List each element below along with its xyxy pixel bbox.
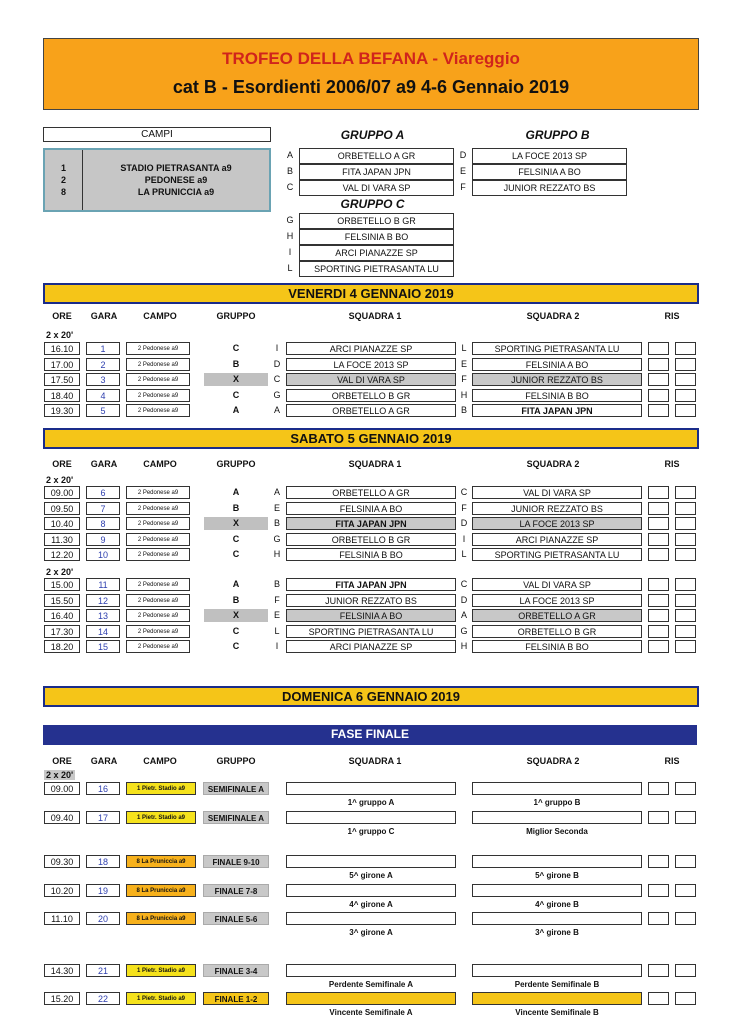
result-box-2[interactable] xyxy=(675,548,696,561)
match-group: A xyxy=(232,579,240,589)
match-phase: FINALE 3-4 xyxy=(203,964,269,977)
result-box-1[interactable] xyxy=(648,992,669,1005)
team1: FELSINIA A BO xyxy=(286,502,456,515)
match-number[interactable]: 19 xyxy=(86,884,120,897)
match-phase: FINALE 1-2 xyxy=(203,992,269,1005)
team1-qualifier: 4^ girone A xyxy=(349,900,393,909)
group-team: LA FOCE 2013 SP xyxy=(472,148,627,164)
team1: SPORTING PIETRASANTA LU xyxy=(286,625,456,638)
match-field: 2 Pedonese a9 xyxy=(126,342,190,355)
title-city: Viareggio xyxy=(442,49,520,68)
match-time: 19.30 xyxy=(44,404,80,417)
team2-slot xyxy=(472,855,642,868)
team2: JUNIOR REZZATO BS xyxy=(472,502,642,515)
team2: ORBETELLO A GR xyxy=(472,609,642,622)
duration-label: 2 x 20' xyxy=(46,330,74,340)
campi-heading: CAMPI xyxy=(43,127,271,142)
match-field: 1 Pietr. Stadio a9 xyxy=(126,811,196,824)
result-box-2[interactable] xyxy=(675,502,696,515)
match-time: 09.30 xyxy=(44,855,80,868)
match-group: C xyxy=(232,343,240,353)
match-time: 15.00 xyxy=(44,578,80,591)
match-group: C xyxy=(232,389,240,400)
match-phase: SEMIFINALE A xyxy=(203,811,269,824)
match-number[interactable]: 9 xyxy=(86,533,120,546)
team1-letter: C xyxy=(273,374,281,384)
match-field: 1 Pietr. Stadio a9 xyxy=(126,964,196,977)
match-group: A xyxy=(232,405,240,415)
result-box-2[interactable] xyxy=(675,964,696,977)
team1: FITA JAPAN JPN xyxy=(286,578,456,591)
team2: ORBETELLO B GR xyxy=(472,625,642,638)
team1-slot xyxy=(286,782,456,795)
team2-slot xyxy=(472,992,642,1005)
match-group: X xyxy=(204,609,268,622)
result-box-2[interactable] xyxy=(675,594,696,607)
group-team: VAL DI VARA SP xyxy=(299,180,454,196)
match-time: 17.30 xyxy=(44,625,80,638)
match-field: 2 Pedonese a9 xyxy=(126,404,190,417)
result-box-1[interactable] xyxy=(648,389,669,402)
result-box-2[interactable] xyxy=(675,855,696,868)
match-time: 14.30 xyxy=(44,964,80,977)
column-header-gara: GARA xyxy=(90,756,118,766)
column-header-sq2: SQUADRA 2 xyxy=(526,756,580,766)
team1-letter: G xyxy=(273,533,281,544)
result-box-2[interactable] xyxy=(675,486,696,499)
column-header-ris: RIS xyxy=(664,459,680,469)
group-team: ORBETELLO A GR xyxy=(299,148,454,164)
result-box-2[interactable] xyxy=(675,811,696,824)
subtitle: cat B - Esordienti 2006/07 a9 4-6 Gennaio 2019 xyxy=(172,77,570,97)
team1-qualifier: Vincente Semifinale A xyxy=(329,1008,413,1017)
match-number[interactable]: 5 xyxy=(86,404,120,417)
team1-letter: I xyxy=(275,343,279,353)
team1: FITA JAPAN JPN xyxy=(286,517,456,530)
match-field: 2 Pedonese a9 xyxy=(126,640,190,653)
team2-letter: D xyxy=(460,518,468,528)
day-bar-sabato: SABATO 5 GENNAIO 2019 xyxy=(43,428,699,449)
match-time: 10.40 xyxy=(44,517,80,530)
team1-qualifier: 5^ girone A xyxy=(349,871,393,880)
match-number[interactable]: 6 xyxy=(86,486,120,499)
result-box-1[interactable] xyxy=(648,594,669,607)
team1-letter: D xyxy=(273,358,281,369)
match-time: 18.20 xyxy=(44,640,80,653)
result-box-1[interactable] xyxy=(648,533,669,546)
match-group: C xyxy=(232,641,240,651)
result-box-1[interactable] xyxy=(648,358,669,371)
result-box-2[interactable] xyxy=(675,640,696,653)
team1: FELSINIA B BO xyxy=(286,548,456,561)
campo-number: 8 xyxy=(60,187,66,197)
team2-slot xyxy=(472,964,642,977)
match-group: X xyxy=(204,373,268,386)
match-time: 09.50 xyxy=(44,502,80,515)
match-field: 8 La Pruniccia a9 xyxy=(126,855,196,868)
match-number[interactable]: 11 xyxy=(86,578,120,591)
gruppo-a-title: GRUPPO A xyxy=(340,128,405,142)
group-letter: H xyxy=(286,231,294,241)
team2-slot xyxy=(472,811,642,824)
day-bar-domenica: DOMENICA 6 GENNAIO 2019 xyxy=(43,686,699,707)
team1-letter: G xyxy=(273,389,281,400)
match-field: 2 Pedonese a9 xyxy=(126,486,190,499)
match-time: 09.00 xyxy=(44,782,80,795)
match-time: 11.10 xyxy=(44,912,80,925)
match-field: 1 Pietr. Stadio a9 xyxy=(126,782,196,795)
team2-letter: I xyxy=(462,533,466,544)
match-number[interactable]: 22 xyxy=(86,992,120,1005)
result-box-1[interactable] xyxy=(648,964,669,977)
match-time: 17.50 xyxy=(44,373,80,386)
match-field: 2 Pedonese a9 xyxy=(126,609,190,622)
team2-letter: F xyxy=(461,374,467,384)
team2-letter: E xyxy=(460,358,467,369)
match-number[interactable]: 14 xyxy=(86,625,120,638)
match-phase: SEMIFINALE A xyxy=(203,782,269,795)
team2-qualifier: 4^ girone B xyxy=(535,900,579,909)
column-header-campo: CAMPO xyxy=(143,311,177,321)
match-field: 2 Pedonese a9 xyxy=(126,625,190,638)
result-box-1[interactable] xyxy=(648,640,669,653)
team2: VAL DI VARA SP xyxy=(472,578,642,591)
title-banner xyxy=(43,38,699,110)
group-letter: E xyxy=(459,166,466,176)
team2-qualifier: 1^ gruppo B xyxy=(533,798,581,807)
match-number[interactable]: 16 xyxy=(86,782,120,795)
match-phase: FINALE 5-6 xyxy=(203,912,269,925)
result-box-2[interactable] xyxy=(675,517,696,530)
group-letter: A xyxy=(286,150,293,160)
result-box-2[interactable] xyxy=(675,609,696,622)
match-number[interactable]: 1 xyxy=(86,342,120,355)
group-team: ARCI PIANAZZE SP xyxy=(299,245,454,261)
match-number[interactable]: 17 xyxy=(86,811,120,824)
team1-qualifier: 3^ girone A xyxy=(349,928,393,937)
team2-letter: F xyxy=(461,502,467,513)
column-header-gara: GARA xyxy=(90,459,118,469)
team1: ORBETELLO B GR xyxy=(286,533,456,546)
match-field: 2 Pedonese a9 xyxy=(126,517,190,530)
match-field: 2 Pedonese a9 xyxy=(126,373,190,386)
campo-number: 1 xyxy=(60,163,66,173)
match-time: 15.50 xyxy=(44,594,80,607)
result-box-2[interactable] xyxy=(675,358,696,371)
result-box-1[interactable] xyxy=(648,884,669,897)
team2-slot xyxy=(472,912,642,925)
match-number[interactable]: 3 xyxy=(86,373,120,386)
group-letter: G xyxy=(286,215,294,225)
match-time: 16.10 xyxy=(44,342,80,355)
team2: ARCI PIANAZZE SP xyxy=(472,533,642,546)
result-box-1[interactable] xyxy=(648,782,669,795)
result-box-2[interactable] xyxy=(675,578,696,591)
team2-letter: L xyxy=(461,343,467,353)
group-letter: F xyxy=(460,182,466,192)
team2: SPORTING PIETRASANTA LU xyxy=(472,548,642,561)
column-header-ore: ORE xyxy=(52,459,72,469)
column-header-campo: CAMPO xyxy=(143,756,177,766)
group-team: FITA JAPAN JPN xyxy=(299,164,454,180)
team2: JUNIOR REZZATO BS xyxy=(472,373,642,386)
column-header-gruppo: GRUPPO xyxy=(216,311,256,321)
match-number[interactable]: 20 xyxy=(86,912,120,925)
match-group: C xyxy=(232,549,240,559)
match-number[interactable]: 4 xyxy=(86,389,120,402)
match-number[interactable]: 8 xyxy=(86,517,120,530)
match-group: X xyxy=(204,517,268,530)
campo-name: PEDONESE a9 xyxy=(144,175,208,185)
team2-letter: G xyxy=(460,625,468,636)
match-time: 17.00 xyxy=(44,358,80,371)
match-number[interactable]: 13 xyxy=(86,609,120,622)
team2-qualifier: Vincente Semifinale B xyxy=(515,1008,599,1017)
match-time: 10.20 xyxy=(44,884,80,897)
team1-letter: B xyxy=(273,579,280,589)
result-box-2[interactable] xyxy=(675,992,696,1005)
match-number[interactable]: 2 xyxy=(86,358,120,371)
team1: ORBETELLO B GR xyxy=(286,389,456,402)
team1: FELSINIA A BO xyxy=(286,609,456,622)
match-time: 16.40 xyxy=(44,609,80,622)
team1-slot xyxy=(286,884,456,897)
group-letter: I xyxy=(288,247,292,257)
column-header-campo: CAMPO xyxy=(143,459,177,469)
match-field: 2 Pedonese a9 xyxy=(126,389,190,402)
team1-qualifier: 1^ gruppo C xyxy=(347,827,395,836)
campo-name: STADIO PIETRASANTA a9 xyxy=(120,163,232,173)
match-field: 2 Pedonese a9 xyxy=(126,594,190,607)
team2: FITA JAPAN JPN xyxy=(472,404,642,417)
result-box-2[interactable] xyxy=(675,342,696,355)
team1-letter: I xyxy=(275,641,279,651)
group-letter: B xyxy=(286,166,293,176)
match-group: C xyxy=(232,625,240,636)
team2: FELSINIA B BO xyxy=(472,640,642,653)
match-field: 8 La Pruniccia a9 xyxy=(126,884,196,897)
result-box-1[interactable] xyxy=(648,548,669,561)
result-box-1[interactable] xyxy=(648,486,669,499)
team2-slot xyxy=(472,884,642,897)
duration-label: 2 x 20' xyxy=(46,475,74,485)
result-box-2[interactable] xyxy=(675,389,696,402)
match-group: B xyxy=(232,594,240,605)
match-number[interactable]: 15 xyxy=(86,640,120,653)
result-box-1[interactable] xyxy=(648,342,669,355)
result-box-2[interactable] xyxy=(675,533,696,546)
match-time: 09.00 xyxy=(44,486,80,499)
column-header-ris: RIS xyxy=(664,311,680,321)
team1-slot xyxy=(286,992,456,1005)
column-header-ris: RIS xyxy=(664,756,680,766)
result-box-1[interactable] xyxy=(648,811,669,824)
team2-letter: C xyxy=(460,579,468,589)
team2-letter: C xyxy=(460,487,468,497)
match-number[interactable]: 7 xyxy=(86,502,120,515)
team2-letter: H xyxy=(460,641,468,651)
team1-slot xyxy=(286,811,456,824)
column-header-gara: GARA xyxy=(90,311,118,321)
duration-label: 2 x 20' xyxy=(46,567,74,577)
match-number[interactable]: 10 xyxy=(86,548,120,561)
team1-letter: A xyxy=(273,405,280,415)
match-group: B xyxy=(232,358,240,369)
team1: ORBETELLO A GR xyxy=(286,486,456,499)
match-field: 2 Pedonese a9 xyxy=(126,502,190,515)
match-group: A xyxy=(232,487,240,497)
column-header-ore: ORE xyxy=(52,311,72,321)
team1-letter: E xyxy=(273,502,280,513)
team1-slot xyxy=(286,912,456,925)
team1: JUNIOR REZZATO BS xyxy=(286,594,456,607)
team1: LA FOCE 2013 SP xyxy=(286,358,456,371)
group-team: FELSINIA B BO xyxy=(299,229,454,245)
match-phase: FINALE 7-8 xyxy=(203,884,269,897)
team2-letter: H xyxy=(460,389,468,400)
team2-letter: A xyxy=(460,610,467,620)
group-team: SPORTING PIETRASANTA LU xyxy=(299,261,454,277)
match-time: 12.20 xyxy=(44,548,80,561)
team2-qualifier: 5^ girone B xyxy=(535,871,579,880)
result-box-2[interactable] xyxy=(675,625,696,638)
team2: LA FOCE 2013 SP xyxy=(472,517,642,530)
title-line xyxy=(44,49,698,69)
group-team: JUNIOR REZZATO BS xyxy=(472,180,627,196)
column-header-gruppo: GRUPPO xyxy=(216,459,256,469)
match-field: 8 La Pruniccia a9 xyxy=(126,912,196,925)
group-letter: D xyxy=(459,150,467,160)
campi-box xyxy=(43,148,271,212)
result-box-1[interactable] xyxy=(648,578,669,591)
team2: VAL DI VARA SP xyxy=(472,486,642,499)
match-field: 2 Pedonese a9 xyxy=(126,548,190,561)
match-number[interactable]: 21 xyxy=(86,964,120,977)
day-bar-venerdi: VENERDI 4 GENNAIO 2019 xyxy=(43,283,699,304)
result-box-1[interactable] xyxy=(648,609,669,622)
team1-qualifier: Perdente Semifinale A xyxy=(328,980,414,989)
result-box-2[interactable] xyxy=(675,912,696,925)
result-box-1[interactable] xyxy=(648,517,669,530)
team1-letter: E xyxy=(273,610,280,620)
team1-letter: B xyxy=(273,518,280,528)
team2-qualifier: Miglior Seconda xyxy=(526,827,588,836)
title-main: TROFEO DELLA BEFANA xyxy=(222,49,428,68)
column-header-sq1: SQUADRA 1 xyxy=(348,459,402,469)
group-team: FELSINIA A BO xyxy=(472,164,627,180)
team2-letter: D xyxy=(460,594,468,605)
match-number[interactable]: 18 xyxy=(86,855,120,868)
match-time: 15.20 xyxy=(44,992,80,1005)
group-team: ORBETELLO B GR xyxy=(299,213,454,229)
match-group: B xyxy=(232,502,240,513)
title-separator: - xyxy=(427,49,443,68)
fase-finale-bar: FASE FINALE xyxy=(43,725,697,745)
team2-slot xyxy=(472,782,642,795)
group-letter: C xyxy=(286,182,294,192)
result-box-2[interactable] xyxy=(675,404,696,417)
team1: ARCI PIANAZZE SP xyxy=(286,342,456,355)
match-time: 11.30 xyxy=(44,533,80,546)
team2: SPORTING PIETRASANTA LU xyxy=(472,342,642,355)
team2: LA FOCE 2013 SP xyxy=(472,594,642,607)
result-box-1[interactable] xyxy=(648,404,669,417)
team1: VAL DI VARA SP xyxy=(286,373,456,386)
result-box-2[interactable] xyxy=(675,884,696,897)
campi-names xyxy=(83,150,269,210)
campo-name: LA PRUNICCIA a9 xyxy=(137,187,215,197)
team2-qualifier: Perdente Semifinale B xyxy=(514,980,600,989)
column-header-sq2: SQUADRA 2 xyxy=(526,459,580,469)
result-box-1[interactable] xyxy=(648,502,669,515)
match-phase: FINALE 9-10 xyxy=(203,855,269,868)
duration-label: 2 x 20' xyxy=(46,770,74,780)
team1-slot xyxy=(286,855,456,868)
match-field: 2 Pedonese a9 xyxy=(126,578,190,591)
team1: ORBETELLO A GR xyxy=(286,404,456,417)
match-field: 2 Pedonese a9 xyxy=(126,358,190,371)
team2: FELSINIA A BO xyxy=(472,358,642,371)
match-field: 2 Pedonese a9 xyxy=(126,533,190,546)
team2: FELSINIA B BO xyxy=(472,389,642,402)
team1-letter: A xyxy=(273,487,280,497)
column-header-gruppo: GRUPPO xyxy=(216,756,256,766)
result-box-1[interactable] xyxy=(648,855,669,868)
group-letter: L xyxy=(287,263,293,273)
result-box-1[interactable] xyxy=(648,373,669,386)
match-field: 1 Pietr. Stadio a9 xyxy=(126,992,196,1005)
team1-slot xyxy=(286,964,456,977)
column-header-sq1: SQUADRA 1 xyxy=(348,311,402,321)
campi-numbers xyxy=(45,150,83,210)
match-time: 09.40 xyxy=(44,811,80,824)
gruppo-b-title: GRUPPO B xyxy=(525,128,590,142)
match-group: C xyxy=(232,533,240,544)
team1: ARCI PIANAZZE SP xyxy=(286,640,456,653)
team2-qualifier: 3^ girone B xyxy=(535,928,579,937)
match-number[interactable]: 12 xyxy=(86,594,120,607)
result-box-1[interactable] xyxy=(648,912,669,925)
result-box-2[interactable] xyxy=(675,373,696,386)
column-header-sq2: SQUADRA 2 xyxy=(526,311,580,321)
result-box-2[interactable] xyxy=(675,782,696,795)
column-header-sq1: SQUADRA 1 xyxy=(348,756,402,766)
result-box-1[interactable] xyxy=(648,625,669,638)
campo-number: 2 xyxy=(60,175,66,185)
team2-letter: L xyxy=(461,549,467,559)
team1-letter: F xyxy=(274,594,280,605)
column-header-ore: ORE xyxy=(52,756,72,766)
team2-letter: B xyxy=(460,405,467,415)
team1-letter: H xyxy=(273,549,281,559)
team1-qualifier: 1^ gruppo A xyxy=(347,798,395,807)
team1-letter: L xyxy=(274,625,280,636)
match-time: 18.40 xyxy=(44,389,80,402)
gruppo-c-title: GRUPPO C xyxy=(340,197,405,211)
